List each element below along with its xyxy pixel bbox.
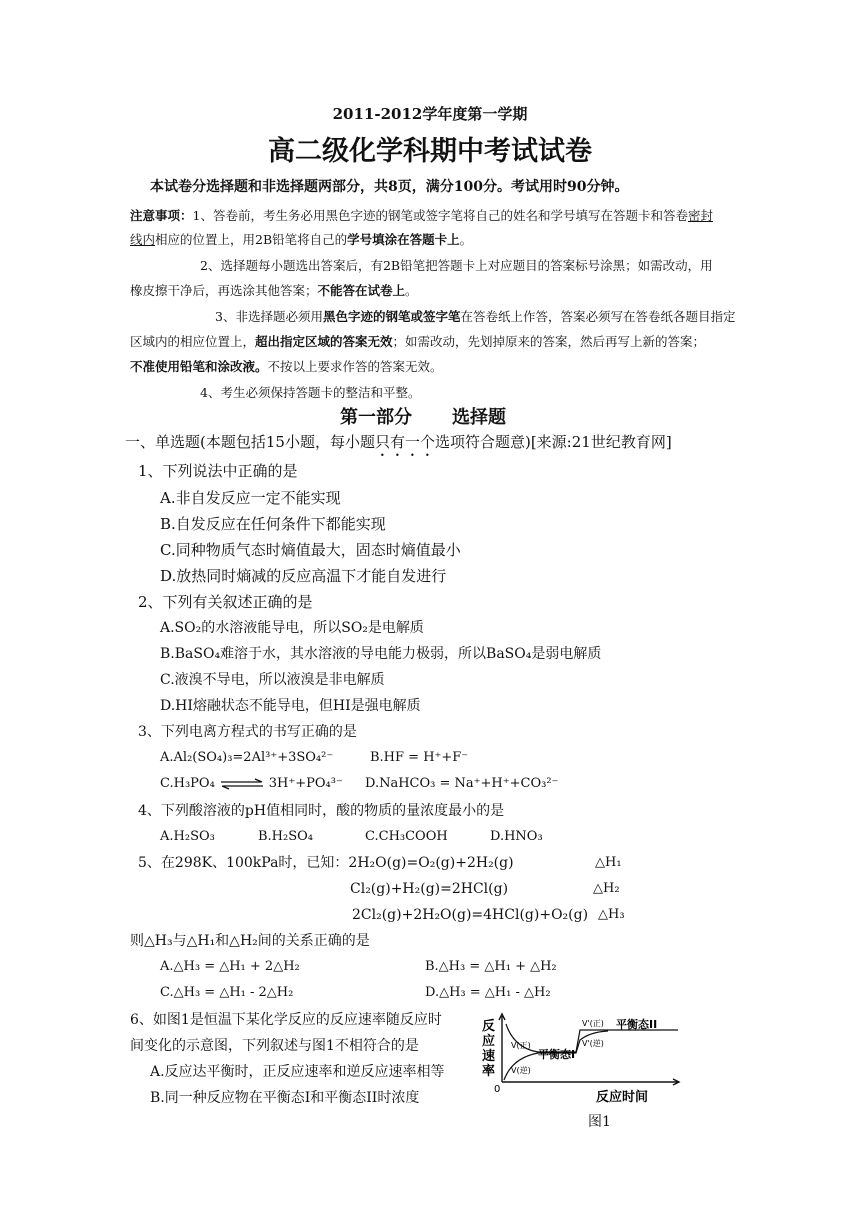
notice-3-cont	[130, 332, 705, 352]
q6-stem-a: 6、如图1是恒温下某化学反应的反应速率随反应时	[130, 1012, 442, 1028]
notice-1-cont	[130, 230, 472, 250]
q5-h2: △H₂	[593, 881, 620, 896]
q5-stem: 5、在298K、100kPa时，已知：2H₂O(g)=O₂(g)+2H₂(g)	[138, 855, 514, 871]
q6-stem-b: 间变化的示意图，下列叙述与图1不相符合的是	[130, 1038, 419, 1054]
q5-eq3: 2Cl₂(g)+2H₂O(g)=4HCl(g)+O₂(g)	[352, 907, 589, 923]
q4-option-c: C.CH₃COOH	[365, 829, 448, 844]
q3-option-a: A.Al₂(SO₄)₃=2Al³⁺+3SO₄²⁻	[160, 750, 334, 765]
q3-stem: 3、下列电离方程式的书写正确的是	[138, 724, 357, 740]
notice-2-text: 橡皮擦干净后，再选涂其他答案；	[130, 283, 318, 298]
q2-stem: 2、下列有关叙述正确的是	[138, 593, 313, 611]
notice-3-text-d: ；如需改动，先划掉原来的答案，然后再写上新的答案；	[392, 334, 706, 349]
q3-option-c	[160, 774, 343, 794]
q1-option-b: B.自发反应在任何条件下都能实现	[160, 515, 386, 533]
notice-3-text-e: 不按以上要求作答的答案无效。	[267, 359, 443, 374]
part1-title	[340, 405, 506, 431]
q5-option-a: A.△H₃ = △H₁ + 2△H₂	[160, 959, 300, 974]
notice-3-bold-b: 超出指定区域的答案无效	[255, 334, 393, 349]
q4-option-a: A.H₂SO₃	[160, 829, 215, 844]
intro-text: 本试卷分选择题和非选择题两部分，共8页，满分100分。考试用时90分钟。	[150, 179, 629, 195]
notice-2-cont	[130, 281, 418, 301]
q1-option-d: D.放热同时熵减的反应高温下才能自发进行	[160, 567, 447, 585]
q4-option-d: D.HNO₃	[490, 829, 543, 844]
equilibrium-arrow-icon	[219, 778, 265, 790]
section-heading-c: 选项符合题意)[来源:21世纪教育网]	[434, 433, 672, 451]
figure-caption: 图1	[588, 1114, 611, 1130]
notice-1-end: 。	[459, 232, 473, 247]
section-heading-a: 一、单选题(本题包括15小题，每小题	[125, 433, 375, 451]
q5-relation: 则△H₃与△H₁和△H₂间的关系正确的是	[130, 933, 370, 949]
q1-stem: 1、下列说法中正确的是	[138, 462, 298, 480]
notice-1-text: 1、答卷前，考生务必用黑色字迹的钢笔或签字笔将自己的姓名和学号填写在答题卡和答卷	[192, 208, 688, 223]
q5-option-d: D.△H₃ = △H₁ - △H₂	[425, 985, 551, 1000]
notice-1-bold: 学号填涂在答题卡上	[347, 232, 460, 247]
notice-1-underline-a: 密封	[687, 208, 713, 223]
notice-3-bold: 黑色字迹的钢笔或签字笔	[322, 309, 461, 324]
part1-title-a: 第一部分	[340, 407, 412, 428]
notice-3	[215, 307, 736, 327]
notice-1	[130, 206, 713, 226]
q2-option-b: B.BaSO₄难溶于水，其水溶液的导电能力极弱，所以BaSO₄是弱电解质	[160, 646, 602, 662]
part1-title-b: 选择题	[452, 407, 506, 428]
q6-option-a: A.反应达平衡时，正反应速率和逆反应速率相等	[150, 1064, 445, 1080]
q3-option-c-right: 3H⁺+PO₄³⁻	[268, 776, 343, 791]
q2-option-c: C.液溴不导电，所以液溴是非电解质	[160, 672, 385, 688]
notice-label: 注意事项：	[130, 208, 193, 223]
q5-option-b: B.△H₃ = △H₁ + △H₂	[425, 959, 557, 974]
label-v-reverse: V(逆)	[511, 1066, 531, 1075]
label-v-reverse-2: V'(逆)	[582, 1039, 604, 1048]
q3-option-b: B.HF = H⁺+F⁻	[370, 750, 469, 765]
label-equilibrium-1: 平衡态I	[538, 1048, 576, 1061]
rate-time-figure	[478, 1010, 693, 1130]
notice-3-text-c: 区域内的相应位置上，	[130, 334, 256, 349]
q5-h1: △H₁	[595, 855, 622, 870]
figure-ylabel: 反 应 速 率	[482, 1019, 496, 1079]
q3-option-d: D.NaHCO₃ = Na⁺+H⁺+CO₃²⁻	[365, 776, 559, 791]
notice-2-end: 。	[405, 283, 418, 298]
q1-option-a: A.非自发反应一定不能实现	[160, 489, 341, 507]
q5-h3: △H₃	[598, 907, 625, 922]
q5-option-c: C.△H₃ = △H₁ - 2△H₂	[160, 985, 294, 1000]
figure-origin: 0	[494, 1084, 501, 1095]
notice-3-text-b: 在答卷纸上作答，答案必须写在答卷纸各题目指定	[460, 309, 736, 324]
q6-option-b: B.同一种反应物在平衡态I和平衡态II时浓度	[150, 1090, 420, 1106]
q1-option-c: C.同种物质气态时熵值最大，固态时熵值最小	[160, 541, 461, 559]
notice-2-bold: 不能答在试卷上	[317, 283, 406, 298]
notice-3-bold-c: 不准使用铅笔和涂改液。	[130, 359, 268, 374]
notice-3-text: 3、非选择题必须用	[215, 309, 323, 324]
figure-xlabel: 反应时间	[596, 1090, 649, 1105]
q2-option-d: D.HI熔融状态不能导电，但HI是强电解质	[160, 698, 421, 714]
section-heading-emphasis: 只有一个	[374, 433, 435, 451]
label-equilibrium-2: 平衡态II	[616, 1018, 658, 1031]
year-title: 2011-2012学年度第一学期	[332, 105, 528, 123]
notice-1-text-b: 相应的位置上，用2B铅笔将自己的	[155, 232, 348, 247]
section-heading	[125, 432, 672, 460]
q3-option-c-left: C.H₃PO₄	[160, 776, 215, 791]
notice-2: 2、选择题每小题选出答案后，有2B铅笔把答题卡上对应题目的答案标号涂黑；如需改动，用	[200, 258, 713, 273]
q4-stem: 4、下列酸溶液的pH值相同时，酸的物质的量浓度最小的是	[138, 803, 505, 819]
notice-1-underline-b: 线内	[130, 232, 156, 247]
main-title: 高二级化学科期中考试试卷	[268, 136, 592, 167]
notice-4: 4、考生必须保持答题卡的整洁和平整。	[200, 385, 421, 400]
q4-option-b: B.H₂SO₄	[258, 829, 314, 844]
q2-option-a: A.SO₂的水溶液能导电，所以SO₂是电解质	[160, 620, 424, 636]
label-v-forward-2: V'(正)	[582, 1019, 604, 1028]
q5-eq2: Cl₂(g)+H₂(g)=2HCl(g)	[350, 881, 509, 897]
notice-3-cont2	[130, 357, 443, 377]
label-v-forward: V(正)	[511, 1041, 531, 1050]
